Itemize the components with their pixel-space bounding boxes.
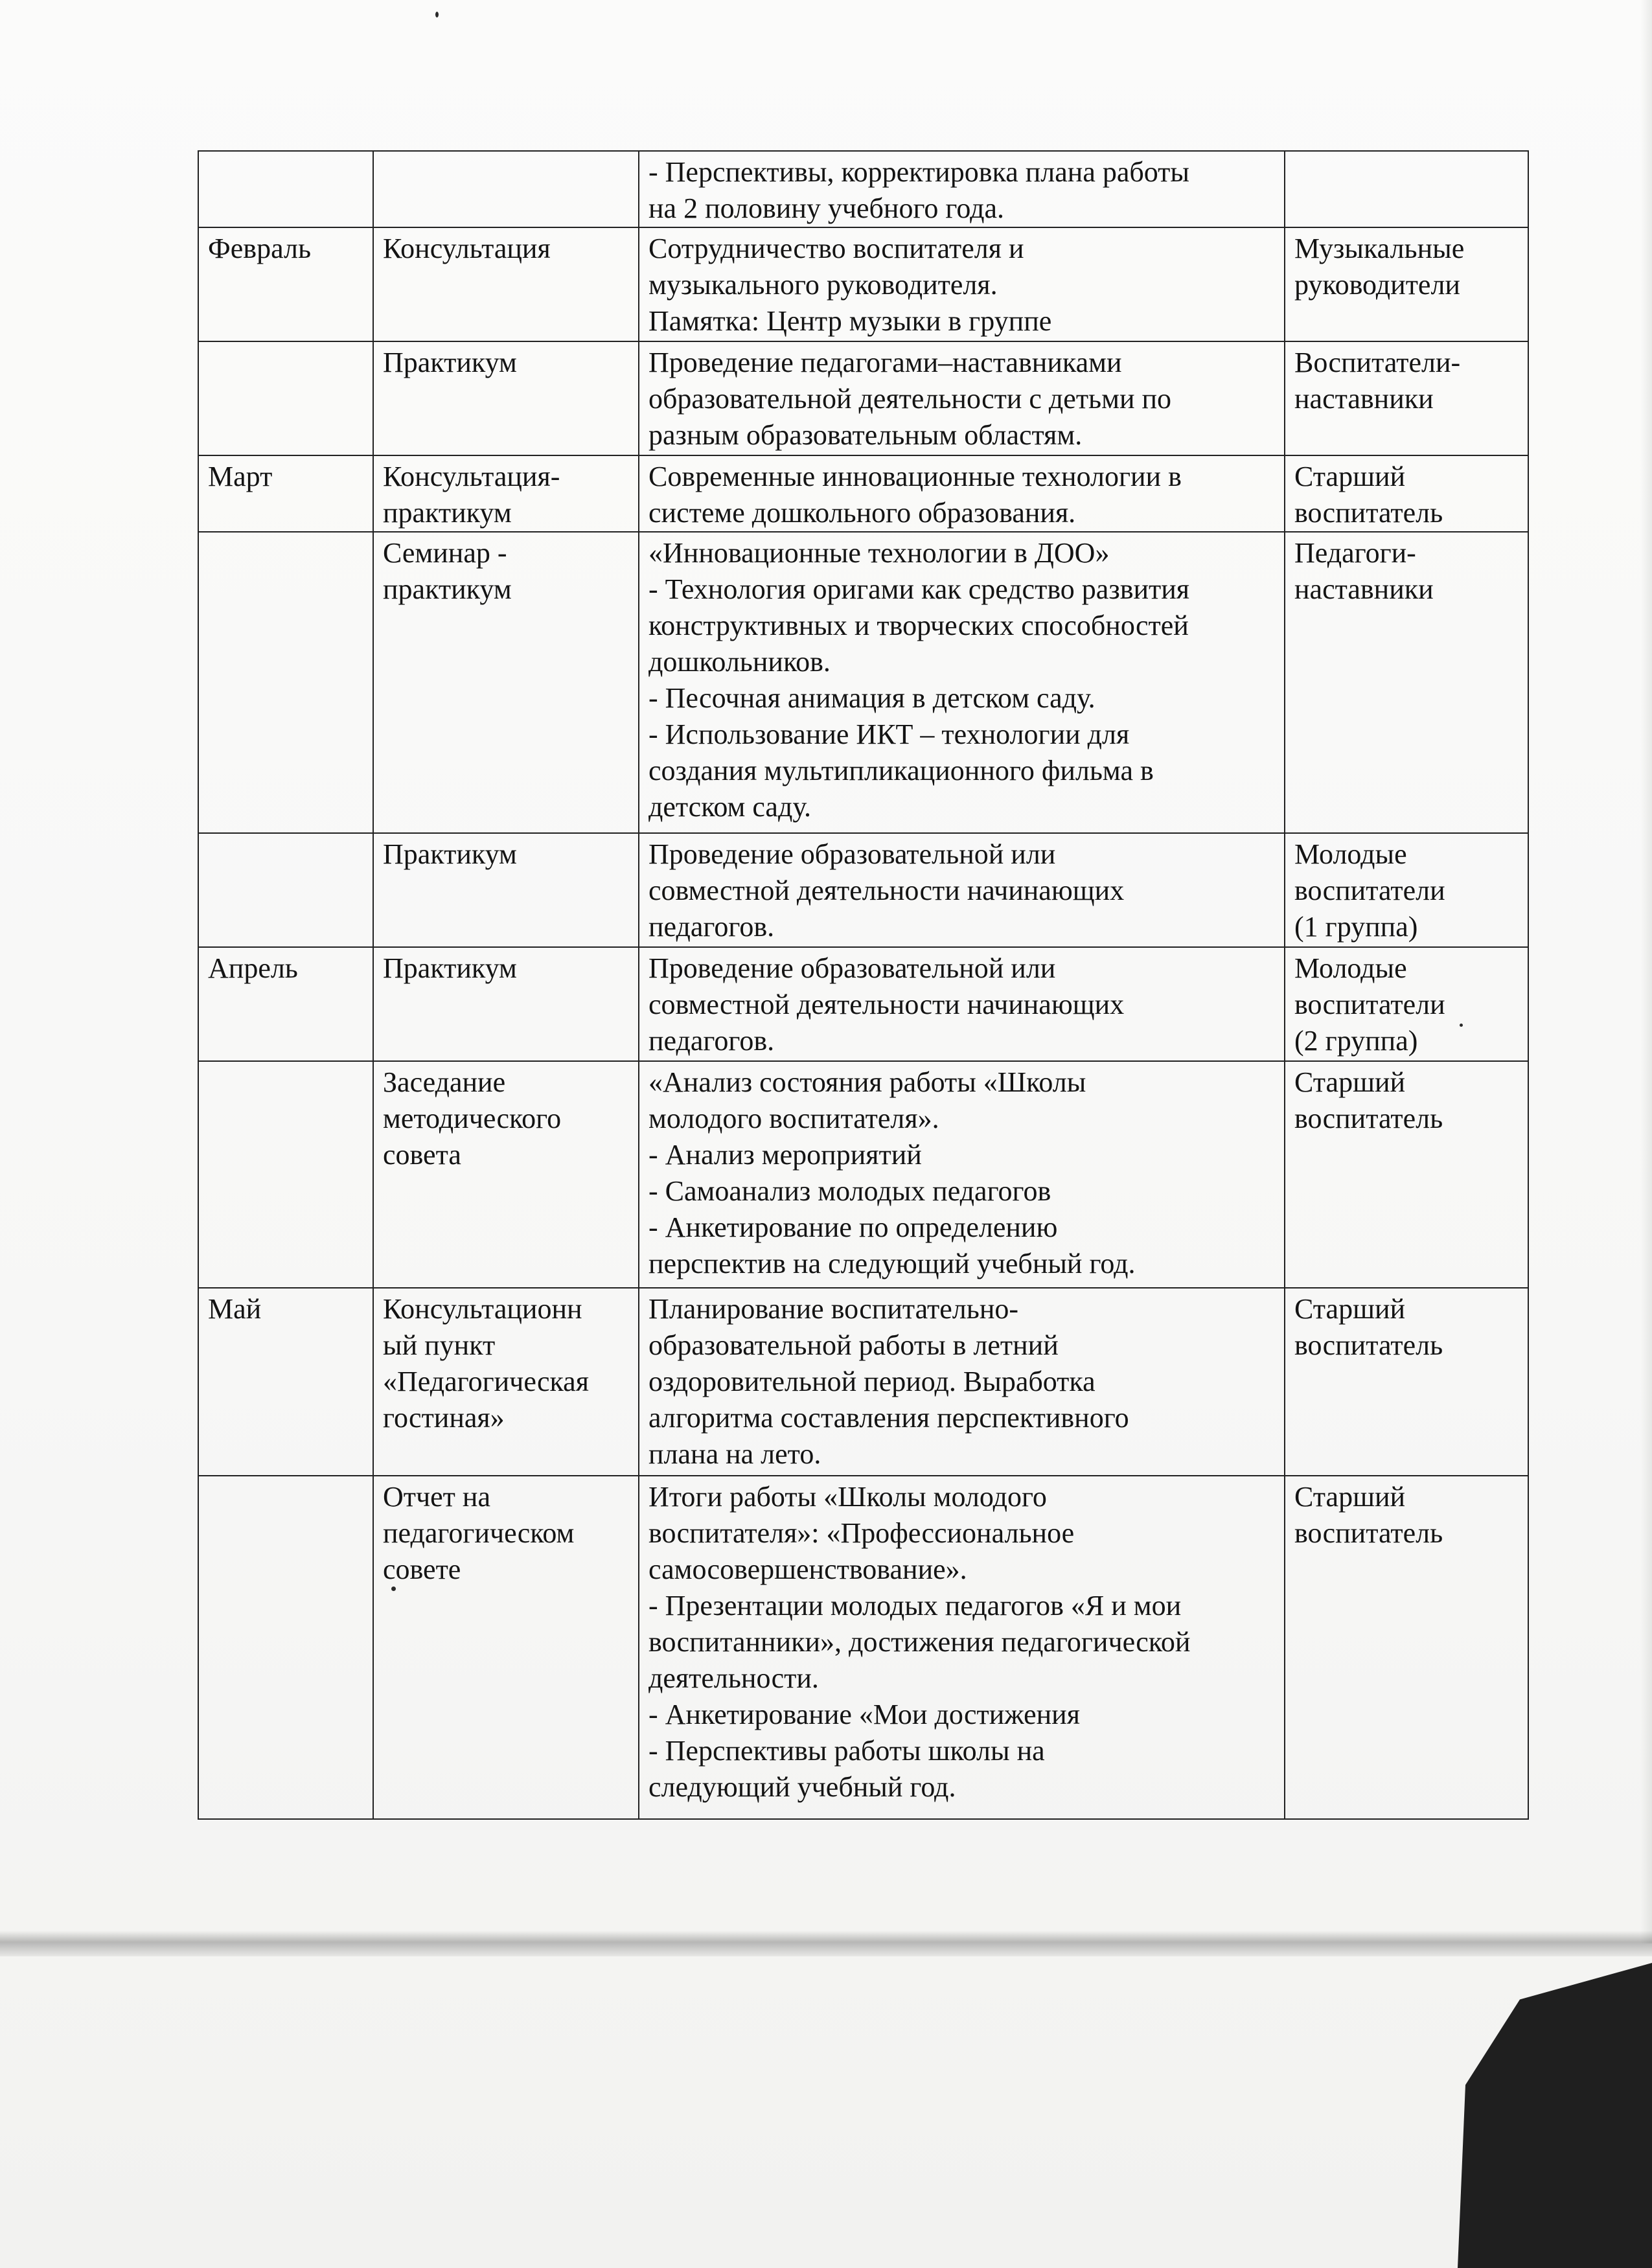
- responsible-line: наставники: [1294, 573, 1434, 605]
- responsible-cell: [1285, 455, 1528, 532]
- responsible-cell: [1285, 833, 1528, 947]
- topic-line: образовательной деятельности с детьми по: [648, 383, 1172, 415]
- topic-line: воспитанники», достижения педагогической: [648, 1626, 1191, 1658]
- topic-line: дошкольников.: [648, 646, 831, 678]
- month-cell: [198, 1061, 373, 1288]
- scan-speck: [435, 12, 439, 17]
- month-cell: [198, 1476, 373, 1819]
- topic-cell: [639, 532, 1285, 833]
- month-label: Май: [208, 1293, 262, 1325]
- form-cell: [373, 227, 639, 341]
- month-cell: [198, 833, 373, 947]
- topic-line: следующий учебный год.: [648, 1771, 956, 1803]
- table-row: [198, 227, 1528, 341]
- responsible-line: (2 группа): [1294, 1025, 1418, 1057]
- topic-cell: [639, 341, 1285, 455]
- month-label: Февраль: [208, 233, 312, 264]
- table-row: [198, 1288, 1528, 1476]
- responsible-line: воспитатели: [1294, 989, 1445, 1020]
- responsible-line: воспитатель: [1294, 1517, 1443, 1549]
- topic-line: деятельности.: [648, 1662, 819, 1694]
- form-line: совете: [383, 1553, 461, 1585]
- topic-line: детском саду.: [648, 791, 811, 823]
- responsible-line: (1 группа): [1294, 911, 1418, 943]
- month-cell: [198, 455, 373, 532]
- topic-line: - Технология оригами как средство развития: [648, 573, 1190, 605]
- topic-line: разным образовательным областям.: [648, 419, 1083, 451]
- topic-line: системе дошкольного образования.: [648, 497, 1076, 529]
- topic-line: музыкального руководителя.: [648, 269, 998, 301]
- responsible-line: Старший: [1294, 461, 1406, 492]
- form-cell: [373, 532, 639, 833]
- topic-line: - Презентации молодых педагогов «Я и мои: [648, 1590, 1182, 1621]
- topic-cell: [639, 1061, 1285, 1288]
- form-cell: [373, 947, 639, 1061]
- form-cell: [373, 833, 639, 947]
- form-line: Консультационн: [383, 1293, 582, 1325]
- scan-edge-shadow: [1640, 0, 1652, 1943]
- form-line: ый пункт: [383, 1329, 496, 1361]
- scan-page-fold: [0, 1930, 1652, 1956]
- form-cell: [373, 1288, 639, 1476]
- responsible-cell: [1285, 341, 1528, 455]
- topic-line: Планирование воспитательно-: [648, 1293, 1019, 1325]
- responsible-cell: [1285, 1288, 1528, 1476]
- responsible-line: воспитатели: [1294, 875, 1445, 906]
- topic-line: - Анкетирование по определению: [648, 1211, 1058, 1243]
- responsible-cell: [1285, 227, 1528, 341]
- plan-table: [198, 150, 1529, 1820]
- topic-line: Проведение образовательной или: [648, 838, 1056, 870]
- topic-line: - Самоанализ молодых педагогов: [648, 1175, 1051, 1207]
- form-line: практикум: [383, 573, 512, 605]
- topic-line: - Перспективы, корректировка плана работы: [648, 156, 1189, 188]
- responsible-line: воспитатель: [1294, 1103, 1443, 1134]
- topic-cell: [639, 151, 1285, 227]
- responsible-line: Музыкальные: [1294, 233, 1465, 264]
- topic-line: Проведение педагогами–наставниками: [648, 347, 1122, 378]
- table-row: [198, 833, 1528, 947]
- responsible-cell: [1285, 947, 1528, 1061]
- topic-cell: [639, 455, 1285, 532]
- form-line: Семинар -: [383, 537, 507, 569]
- responsible-line: Воспитатели-: [1294, 347, 1461, 378]
- scan-background-corner: [1458, 1963, 1652, 2268]
- responsible-cell: [1285, 151, 1528, 227]
- topic-line: плана на лето.: [648, 1438, 821, 1470]
- form-cell: [373, 455, 639, 532]
- topic-line: педагогов.: [648, 911, 775, 943]
- responsible-line: руководители: [1294, 269, 1460, 301]
- topic-cell: [639, 947, 1285, 1061]
- table-row: [198, 1061, 1528, 1288]
- topic-line: перспектив на следующий учебный год.: [648, 1248, 1136, 1279]
- topic-line: «Анализ состояния работы «Школы: [648, 1066, 1086, 1098]
- topic-line: Проведение образовательной или: [648, 952, 1056, 984]
- form-line: педагогическом: [383, 1517, 575, 1549]
- responsible-line: Старший: [1294, 1481, 1406, 1513]
- table-row: [198, 341, 1528, 455]
- form-line: гостиная»: [383, 1402, 505, 1434]
- form-cell: [373, 1476, 639, 1819]
- topic-line: - Использование ИКТ – технологии для: [648, 718, 1130, 750]
- responsible-cell: [1285, 1476, 1528, 1819]
- month-cell: [198, 1288, 373, 1476]
- month-label: Март: [208, 461, 273, 492]
- month-cell: [198, 227, 373, 341]
- responsible-line: воспитатель: [1294, 497, 1443, 529]
- form-line: Практикум: [383, 952, 517, 984]
- topic-line: - Перспективы работы школы на: [648, 1735, 1045, 1767]
- responsible-cell: [1285, 1061, 1528, 1288]
- form-line: «Педагогическая: [383, 1366, 589, 1397]
- topic-line: конструктивных и творческих способностей: [648, 610, 1189, 641]
- table-row: [198, 1476, 1528, 1819]
- responsible-line: Молодые: [1294, 838, 1407, 870]
- topic-cell: [639, 1476, 1285, 1819]
- month-cell: [198, 947, 373, 1061]
- topic-line: оздоровительной период. Выработка: [648, 1366, 1096, 1397]
- topic-line: - Песочная анимация в детском саду.: [648, 682, 1096, 714]
- form-line: Отчет на: [383, 1481, 490, 1513]
- month-cell: [198, 532, 373, 833]
- form-line: Практикум: [383, 347, 517, 378]
- month-label: Апрель: [208, 952, 298, 984]
- form-line: совета: [383, 1139, 461, 1171]
- topic-line: - Анализ мероприятий: [648, 1139, 922, 1171]
- form-cell: [373, 341, 639, 455]
- table-row: [198, 947, 1528, 1061]
- form-line: Консультация-: [383, 461, 560, 492]
- form-line: Практикум: [383, 838, 517, 870]
- form-line: практикум: [383, 497, 512, 529]
- table-row: [198, 455, 1528, 532]
- responsible-line: воспитатель: [1294, 1329, 1443, 1361]
- responsible-line: наставники: [1294, 383, 1434, 415]
- topic-line: Современные инновационные технологии в: [648, 461, 1182, 492]
- topic-line: совместной деятельности начинающих: [648, 989, 1125, 1020]
- table-row: [198, 532, 1528, 833]
- table-row: [198, 151, 1528, 227]
- responsible-line: Старший: [1294, 1066, 1406, 1098]
- form-cell: [373, 1061, 639, 1288]
- month-cell: [198, 151, 373, 227]
- topic-line: образовательной работы в летний: [648, 1329, 1059, 1361]
- topic-line: на 2 половину учебного года.: [648, 192, 1005, 224]
- topic-line: Памятка: Центр музыки в группе: [648, 305, 1052, 337]
- form-line: методического: [383, 1103, 562, 1134]
- form-cell: [373, 151, 639, 227]
- topic-line: педагогов.: [648, 1025, 775, 1057]
- responsible-cell: [1285, 532, 1528, 833]
- form-line: Консультация: [383, 233, 551, 264]
- topic-line: воспитателя»: «Профессиональное: [648, 1517, 1075, 1549]
- topic-line: самосовершенствование».: [648, 1553, 967, 1585]
- topic-line: «Инновационные технологии в ДОО»: [648, 537, 1110, 569]
- responsible-line: Молодые: [1294, 952, 1407, 984]
- responsible-line: Педагоги-: [1294, 537, 1416, 569]
- topic-line: Итоги работы «Школы молодого: [648, 1481, 1047, 1513]
- topic-line: - Анкетирование «Мои достижения: [648, 1699, 1080, 1730]
- topic-line: молодого воспитателя».: [648, 1103, 939, 1134]
- topic-line: алгоритма составления перспективного: [648, 1402, 1129, 1434]
- topic-line: Сотрудничество воспитателя и: [648, 233, 1024, 264]
- topic-cell: [639, 1288, 1285, 1476]
- topic-cell: [639, 227, 1285, 341]
- responsible-line: Старший: [1294, 1293, 1406, 1325]
- month-cell: [198, 341, 373, 455]
- topic-line: совместной деятельности начинающих: [648, 875, 1125, 906]
- form-line: Заседание: [383, 1066, 506, 1098]
- topic-cell: [639, 833, 1285, 947]
- topic-line: создания мультипликационного фильма в: [648, 755, 1154, 786]
